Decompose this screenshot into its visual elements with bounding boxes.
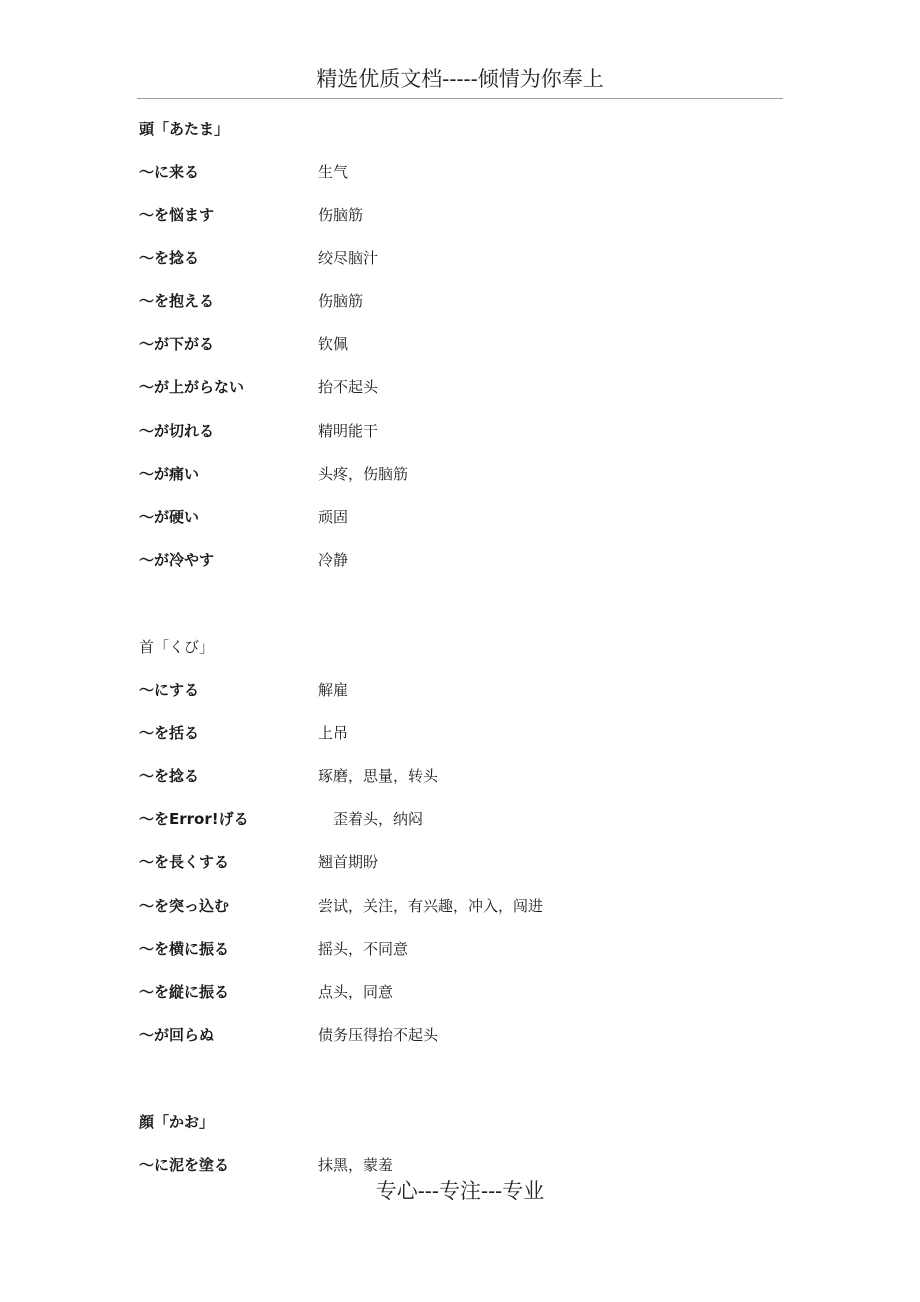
vocab-row (0, 1025, 920, 1047)
vocab-meaning: 抹黑，蒙羞 (318, 1156, 394, 1174)
vocab-meaning: 翘首期盼 (318, 853, 379, 871)
vocab-term: ～をError!げる (139, 810, 249, 828)
vocab-row (0, 162, 920, 184)
vocab-row (0, 939, 920, 961)
vocab-meaning: 解雇 (318, 681, 349, 699)
vocab-meaning: 精明能干 (318, 422, 379, 440)
vocab-row (0, 550, 920, 572)
vocab-term: ～を捻る (139, 249, 200, 267)
vocab-meaning: 冷静 (318, 551, 349, 569)
vocab-row (0, 377, 920, 399)
vocab-term: ～が下がる (139, 335, 215, 353)
section-title-atama: 頭「あたま」 (139, 120, 230, 138)
vocab-row (0, 680, 920, 702)
vocab-row (0, 507, 920, 529)
page-footer: 专心---专注---专业 (375, 1179, 545, 1203)
vocab-meaning: 伤脑筋 (318, 292, 364, 310)
vocab-term: ～を抱える (139, 292, 215, 310)
section-title-kubi: 首「くび」 (139, 638, 215, 656)
vocab-row (0, 421, 920, 443)
vocab-term: ～を横に振る (139, 940, 230, 958)
vocab-term: ～を括る (139, 724, 200, 742)
vocab-meaning: 上吊 (318, 724, 349, 742)
vocab-meaning: 钦佩 (318, 335, 349, 353)
vocab-term: ～が硬い (139, 508, 200, 526)
vocab-row (0, 809, 920, 831)
vocab-meaning: 生气 (318, 163, 349, 181)
vocab-meaning: 点头，同意 (318, 983, 394, 1001)
vocab-row (0, 205, 920, 227)
vocab-meaning: 头疼，伤脑筋 (318, 465, 409, 483)
page-header: 精选优质文档-----倾情为你奉上 (137, 62, 783, 99)
vocab-term: ～を悩ます (139, 206, 215, 224)
vocab-row (0, 334, 920, 356)
vocab-term: ～が切れる (139, 422, 215, 440)
vocab-meaning: 伤脑筋 (318, 206, 364, 224)
vocab-row (0, 248, 920, 270)
vocab-term: ～を長くする (139, 853, 230, 871)
vocab-term: ～を捻る (139, 767, 200, 785)
vocab-term: ～が回らぬ (139, 1026, 215, 1044)
vocab-term: ～を縦に振る (139, 983, 230, 1001)
vocab-term: ～にする (139, 681, 200, 699)
vocab-term: ～に来る (139, 163, 200, 181)
vocab-term: ～が冷やす (139, 551, 215, 569)
vocab-row (0, 896, 920, 918)
vocab-meaning: 琢磨，思量，转头 (318, 767, 439, 785)
vocab-term: ～が上がらない (139, 378, 245, 396)
vocab-meaning: 绞尽脑汁 (318, 249, 379, 267)
vocab-meaning: 抬不起头 (318, 378, 379, 396)
vocab-meaning: 债务压得抬不起头 (318, 1026, 439, 1044)
vocab-meaning: 顽固 (318, 508, 349, 526)
vocab-term: ～が痛い (139, 465, 200, 483)
vocab-row (0, 1155, 920, 1177)
vocab-row (0, 464, 920, 486)
vocab-meaning: 歪着头，纳闷 (333, 810, 424, 828)
vocab-term: ～に泥を塗る (139, 1156, 230, 1174)
vocab-row (0, 291, 920, 313)
vocab-row (0, 982, 920, 1004)
vocab-meaning: 摇头，不同意 (318, 940, 409, 958)
section-title-kao: 顔「かお」 (139, 1113, 215, 1131)
vocab-row (0, 766, 920, 788)
vocab-meaning: 尝试，关注，有兴趣，冲入，闯进 (318, 897, 544, 915)
vocab-row (0, 852, 920, 874)
vocab-term: ～を突っ込む (139, 897, 230, 915)
vocab-row (0, 723, 920, 745)
